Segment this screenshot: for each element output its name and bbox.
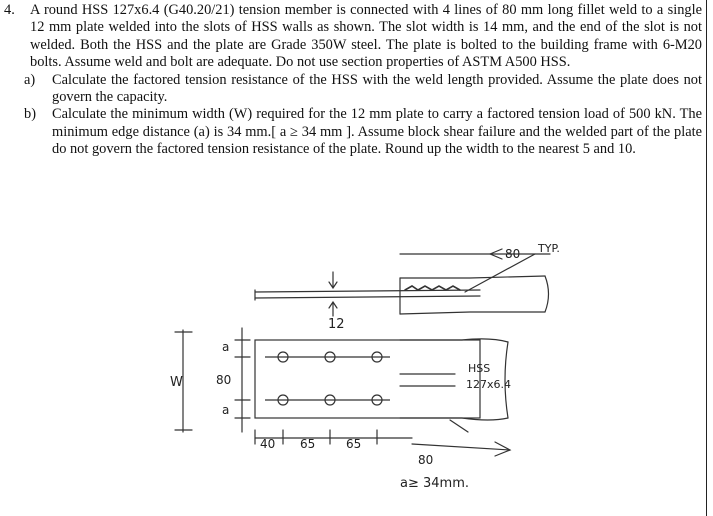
weld-hatch (405, 286, 460, 290)
page-frame-line (706, 0, 707, 516)
part-a (24, 72, 702, 107)
part-text: Calculate the factored tension resistance of the HSS with the weld length provided. Assume the plate does not govern the capacity. (52, 71, 702, 106)
side-hss-break (545, 276, 549, 312)
label-overlap: 80 (418, 453, 434, 467)
label-hss-line1: HSS (468, 362, 491, 375)
label-edge-bottom: a (222, 403, 230, 417)
weld-leader (465, 254, 535, 292)
plan-hss-top (400, 339, 508, 342)
label-typ: TYP. (538, 242, 560, 255)
label-plate-thickness: 12 (328, 317, 345, 332)
hss-leader (450, 420, 468, 432)
side-hss-top (400, 276, 545, 278)
label-hss-line2: 127x6.4 (466, 378, 511, 391)
problem-number: 4. (4, 2, 15, 18)
connection-sketch (150, 232, 580, 512)
label-pitch-2: 65 (300, 437, 316, 451)
thickness-arrow-bottom (329, 302, 337, 316)
label-weld-length: 80 (505, 247, 521, 261)
part-label: a) (24, 71, 36, 88)
thickness-arrow (329, 272, 337, 288)
part-text: Calculate the minimum width (W) required for the 12 mm plate to carry a factored tension load of 500 kN. The minimum edge distance (a) is 34 mm.[ a ≥ 34 mm ]. Assume block shear failure and the welded part of the plate do not govern the factored tension resistance of the plate. Round up the width to the nearest 5 and 10. (52, 106, 702, 158)
problem-parts (4, 72, 702, 159)
problem-4 (4, 2, 702, 159)
label-edge-top: a (222, 340, 230, 354)
label-width: W (170, 375, 183, 390)
part-b (24, 106, 702, 158)
label-edge-note: a≥ 34mm. (400, 476, 469, 491)
label-pitch-1: 40 (260, 437, 276, 451)
side-plate-bottom-line (255, 296, 480, 298)
dim-overlap-line (412, 444, 510, 450)
plan-hss-bottom (400, 418, 508, 420)
side-hss-bottom (400, 312, 545, 314)
plan-plate (255, 340, 480, 418)
connection-sketch-drawing (150, 232, 580, 512)
label-gauge: 80 (216, 373, 232, 387)
problem-statement: A round HSS 127x6.4 (G40.20/21) tension member is connected with 4 lines of 80 mm long fillet weld to a single 12 mm plate welded into the slots of HSS walls as shown. The slot width is 14 mm, and the end of the slot is not welded. Both the HSS and the plate are Grade 350W steel. The plate is bolted to the building frame with 6-M20 bolts. Assume weld and bolt are adequate. Do not use section properties of ASTM A500 HSS. (30, 2, 702, 71)
label-pitch-3: 65 (346, 437, 362, 451)
problem-stem (4, 2, 702, 72)
part-label: b) (24, 106, 36, 123)
